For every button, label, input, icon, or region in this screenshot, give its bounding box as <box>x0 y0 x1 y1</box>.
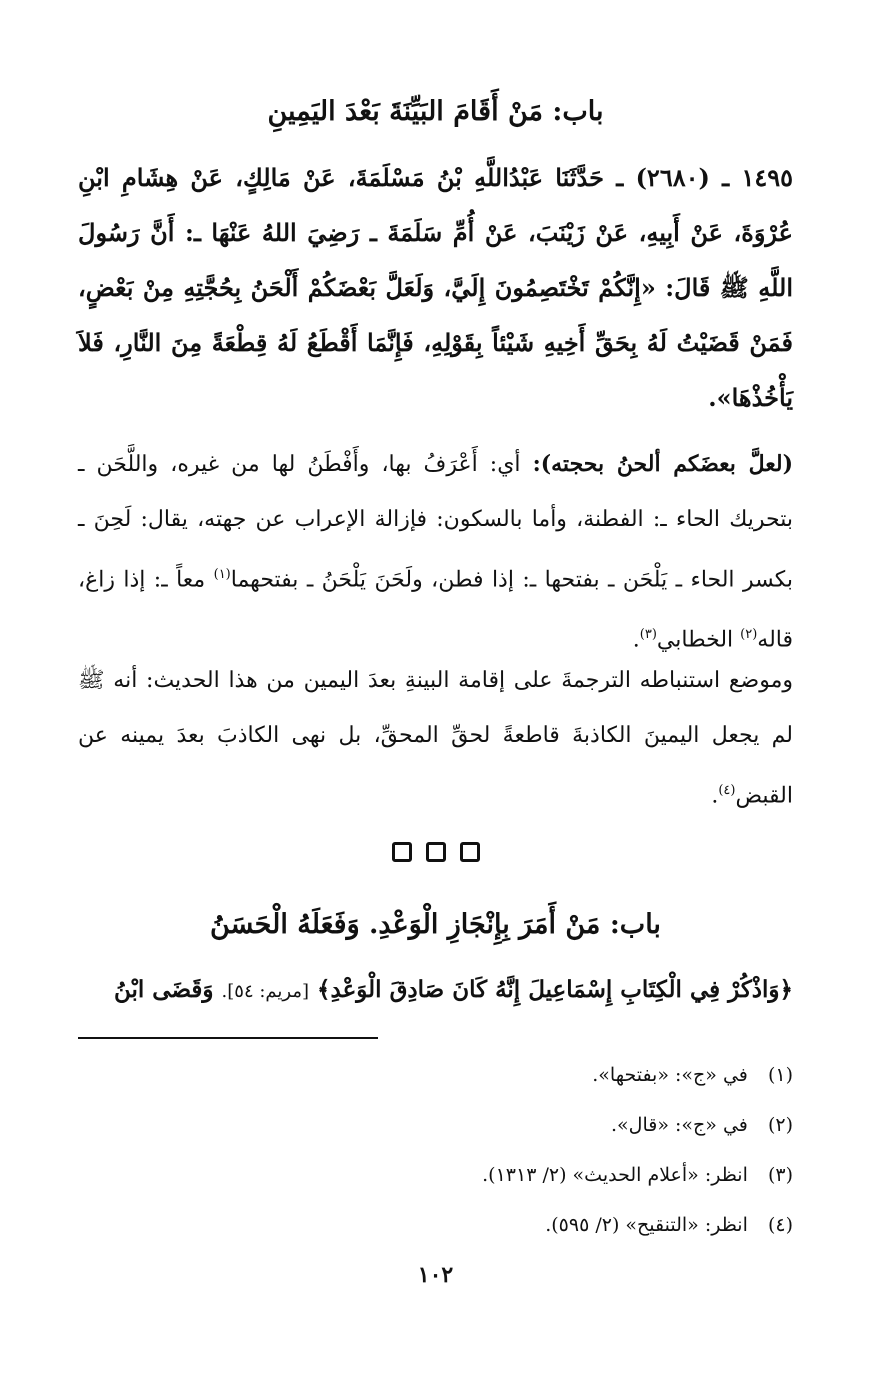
chapter-label: باب: <box>609 909 661 940</box>
footnote-marker[interactable]: (١) <box>213 567 231 582</box>
footnote-divider <box>78 1037 378 1039</box>
footnote-number: (١) <box>767 1064 793 1086</box>
footnote-marker[interactable]: (٣) <box>639 627 657 643</box>
footnote-text: في «ج»: «بفتحها». <box>592 1064 748 1086</box>
footnote-item <box>78 1150 793 1200</box>
hadith-text: ١٤٩٥ ـ (٢٦٨٠) ـ حَدَّثَنَا عَبْدُاللَّهِ بْنُ مَسْلَمَةَ، عَنْ مَالِكٍ، عَنْ هِشَامِ ابْنِ عُرْوَةَ، عَنْ أَبِيهِ، عَنْ زَيْنَبَ، عَنْ أُمِّ سَلَمَةَ ـ رَضِيَ اللهُ عَنْهَا ـ: أَنَّ رَسُولَ اللَّهِ ﷺ قَالَ: «إِنَّكُمْ تَخْتَصِمُونَ إِلَيَّ، وَلَعَلَّ بَعْضَكُمْ أَلْحَنُ بِحُجَّتِهِ مِنْ بَعْضٍ، فَمَنْ قَضَيْتُ لَهُ بِحَقِّ أَخِيهِ شَيْئاً بِقَوْلِهِ، فَإِنَّمَا أَقْطَعُ لَهُ قِطْعَةً مِنَ النَّارِ، فَلاَ يَأْخُذْهَا». <box>78 163 793 412</box>
explanation-body: الخطابي <box>656 627 734 653</box>
footnotes-list <box>78 1050 793 1250</box>
section-separator <box>78 842 793 866</box>
square-ornament-icon <box>460 842 480 862</box>
explanation-body: . <box>632 627 640 653</box>
square-ornament-icon <box>392 842 412 862</box>
footnote-item <box>78 1200 793 1250</box>
footnote-text: في «ج»: «قال». <box>611 1114 748 1136</box>
square-ornament-icon <box>426 842 446 862</box>
footnote-number: (٢) <box>767 1114 793 1136</box>
book-page <box>78 0 793 1375</box>
explanation-body: . <box>711 783 719 809</box>
chapter-heading-1 <box>78 92 793 132</box>
footnote-item <box>78 1100 793 1150</box>
chapter-label: باب: <box>552 96 604 127</box>
footnote-text: انظر: «التنقيح» (٢/ ٥٩٥). <box>545 1214 748 1236</box>
footnote-text: انظر: «أعلام الحديث» (٢/ ١٣١٣). <box>482 1164 748 1186</box>
explanation-paragraph-2 <box>78 653 793 823</box>
explanation-lead: (لعلَّ بعضَكم ألحنُ بحجته): <box>532 451 793 477</box>
explanation-body: معاً ـ: إذا زاغ، قاله <box>78 567 793 653</box>
footnote-number: (٤) <box>767 1214 793 1236</box>
quran-reference: [مريم: ٥٤]. <box>221 981 309 1002</box>
footnote-marker[interactable]: (٤) <box>718 783 736 798</box>
explanation-paragraph-1 <box>78 437 793 668</box>
explanation-body: وموضع استنباطه الترجمةَ على إقامة البينةِ بعدَ اليمين من هذا الحديث: أنه ﷺ لم يجعل اليمينَ الكاذبةَ قاطعةً لحقِّ المحقِّ، بل نهى الكاذبَ بعدَ يمينه عن القبض <box>78 668 793 809</box>
footnote-item <box>78 1050 793 1100</box>
chapter-title-text: مَنْ أَقَامَ البَيِّنَةَ بَعْدَ اليَمِينِ <box>267 96 543 127</box>
continuation-text: وَقَضَى ابْنُ <box>113 976 214 1003</box>
explanation-body: أي: أَعْرَفُ بها، وأَفْطَنُ لها من غيره، واللَّحَن ـ بتحريك الحاء ـ: الفطنة، وأما بالسكون: فإزالة الإعراب عن جهته، يقال: لَحِنَ ـ بكسر الحاء ـ يَلْحَن ـ بفتحها ـ: إذا فطن، ولَحَنَ يَلْحَنُ ـ بفتحهما <box>78 452 793 593</box>
footnote-marker[interactable]: (٢) <box>740 627 758 643</box>
quran-verse: ﴿وَاذْكُرْ فِي الْكِتَابِ إِسْمَاعِيلَ إِنَّهُ كَانَ صَادِقَ الْوَعْدِ﴾ <box>317 976 793 1003</box>
quran-verse-line <box>78 965 793 1017</box>
chapter-title-text: مَنْ أَمَرَ بِإِنْجَازِ الْوَعْدِ. وَفَعَلَهُ الْحَسَنُ <box>210 909 601 940</box>
footnote-number: (٣) <box>767 1164 793 1186</box>
page-number: ١٠٢ <box>417 1262 454 1288</box>
chapter-heading-2 <box>78 905 793 945</box>
